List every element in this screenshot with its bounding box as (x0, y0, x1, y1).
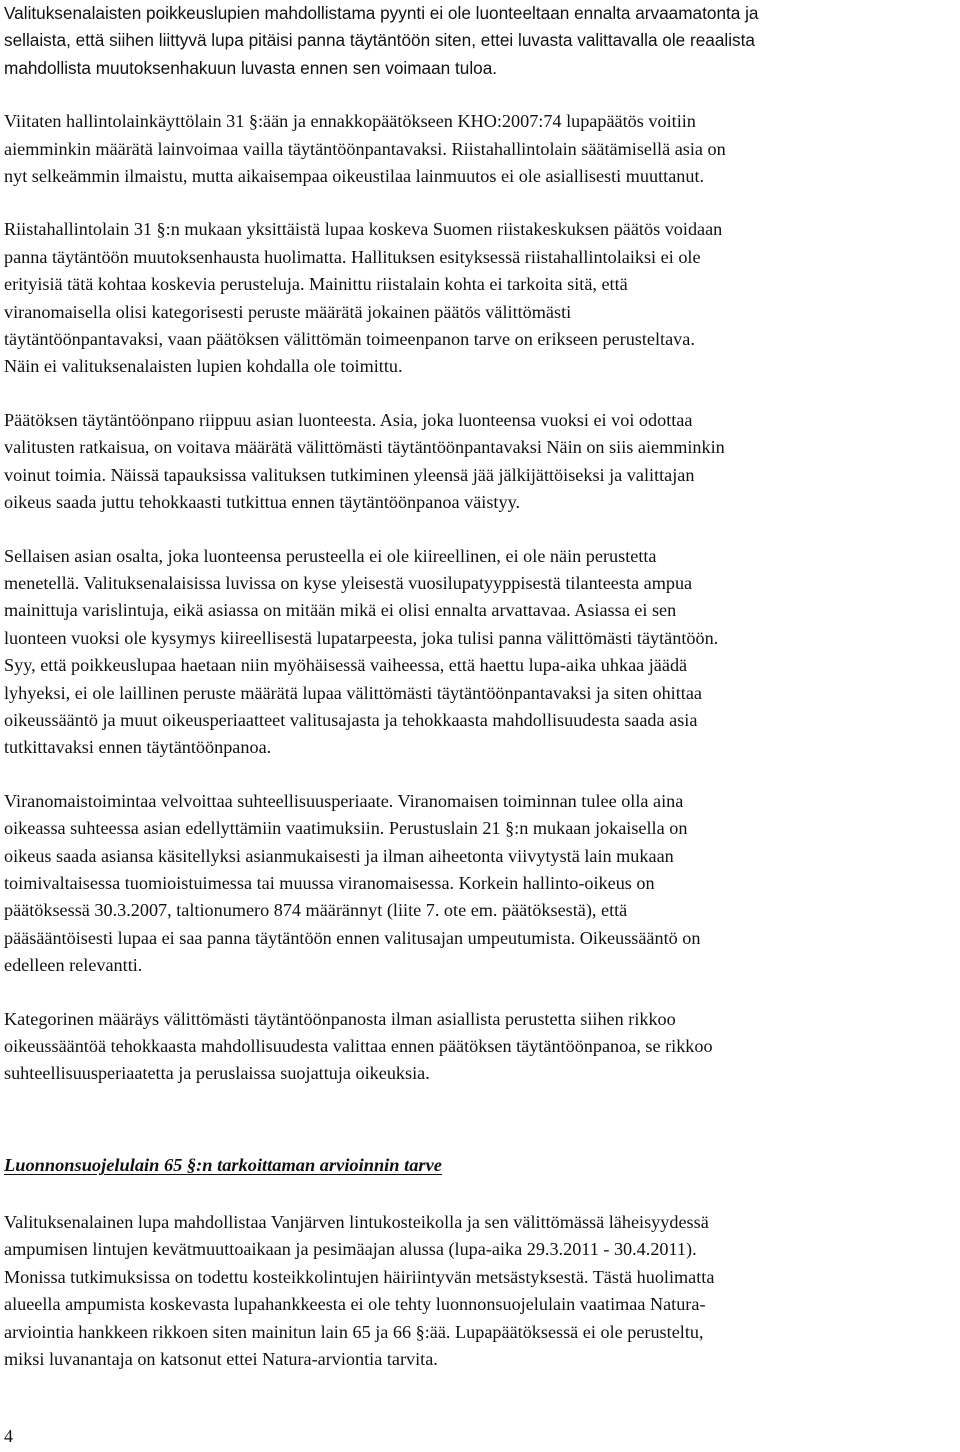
page-number: 4 (4, 1426, 13, 1446)
document-body (4, 0, 956, 1088)
text-line: oikeassa suhteessa asian edellyttämiin vaatimuksiin. Perustuslain 21 §:n mukaan jokaisella on (4, 818, 688, 839)
paragraph (4, 1006, 956, 1088)
text-line: nyt selkeämmin ilmaistu, mutta aikaisempaa oikeustilaa lainmuutos ei ole asiallisesti muuttanut. (4, 166, 705, 187)
section-paragraph (4, 1209, 956, 1373)
text-line: luonteen vuoksi ole kysymys kiireellisestä lupatarpeesta, joka tulisi panna välittömästi täytäntöön. (4, 627, 719, 648)
text-line: lyhyeksi, ei ole laillinen peruste määrätä lupaa välittömästi täytäntöönpantavaksi ja siten ohittaa (4, 682, 702, 703)
text-line: alueella ampumista koskevasta lupahankkeesta ei ole tehty luonnonsuojelulain vaatimaa Natura- (4, 1294, 706, 1315)
text-line: arviointia hankkeen rikkoen siten mainitun lain 65 ja 66 §:ää. Lupapäätöksessä ei ole perusteltu, (4, 1321, 704, 1342)
text-line: ampumisen lintujen kevätmuuttoaikaan ja pesimäajan alussa (lupa-aika 29.3.2011 - 30.4.2011). (4, 1239, 697, 1260)
text-line: Viranomaistoimintaa velvoittaa suhteellisuusperiaate. Viranomaisen toiminnan tulee olla aina (4, 790, 684, 811)
text-line: mainittuja varislintuja, eikä asiassa on mitään mikä ei olisi ennalta arvattavaa. Asiassa ei sen (4, 600, 677, 621)
text-line: Syy, että poikkeuslupaa haetaan niin myöhäisessä vaiheessa, että haettu lupa-aika uhkaa jäädä (4, 655, 688, 676)
text-line: erityisiä tätä kohtaa koskevia perusteluja. Mainittu riistalain kohta ei tarkoita sitä, että (4, 274, 628, 295)
paragraph (4, 543, 956, 762)
text-line: oikeus saada asiansa käsitellyksi asianmukaisesti ja ilman aiheetonta viivytystä lain mukaan (4, 845, 674, 866)
text-line: Valituksenalainen lupa mahdollistaa Vanjärven lintukosteikolla ja sen välittömässä läheisyydessä (4, 1212, 709, 1232)
paragraph (4, 108, 956, 190)
text-line: miksi luvanantaja on katsonut ettei Natura-arviontia tarvita. (4, 1349, 438, 1370)
text-line: Näin ei valituksenalaisten lupien kohdalla ole toimittu. (4, 356, 403, 377)
text-line: päätöksessä 30.3.2007, taltionumero 874 määrännyt (liite 7. ote em. päätöksestä), että (4, 900, 628, 921)
text-line: menetellä. Valituksenalaisissa luvissa on kyse yleisestä vuosilupatyyppisestä tilanteesta ampua (4, 572, 693, 593)
text-line: oikeussääntö ja muut oikeusperiaatteet valitusajasta ja tehokkaasta mahdollisuudesta saada asia (4, 709, 698, 730)
text-line: Riistahallintolain 31 §:n mukaan yksittäistä lupaa koskeva Suomen riistakeskuksen päätös voidaan (4, 219, 723, 240)
text-line: viranomaisella olisi kategorisesti peruste määrätä jokainen päätös välittömästi (4, 301, 572, 322)
text-line: Päätöksen täytäntöönpano riippuu asian luonteesta. Asia, joka luonteensa vuoksi ei voi odottaa (4, 409, 693, 430)
paragraph (4, 407, 956, 517)
text-line: tutkittavaksi ennen täytäntöönpanoa. (4, 737, 272, 758)
text-line: voinut toimia. Näissä tapauksissa valituksen tutkiminen yleensä jää jälkijättöiseksi ja valittajan (4, 464, 695, 485)
text-line: valitusten ratkaisua, on voitava määrätä välittömästi täytäntöönpantavaksi Näin on siis aiemminkin (4, 437, 725, 458)
text-line: mahdollista muutoksenhakuun luvasta ennen sen voimaan tuloa. (4, 57, 498, 78)
text-line: Kategorinen määräys välittömästi täytäntöönpanosta ilman asiallista perustetta siihen rikkoo (4, 1008, 676, 1029)
text-line: suhteellisuusperiaatetta ja peruslaissa suojattuja oikeuksia. (4, 1063, 430, 1084)
text-line: täytäntöönpantavaksi, vaan päätöksen välittömän toimeenpanon tarve on erikseen perusteltava. (4, 329, 695, 350)
section-heading: Luonnonsuojelulain 65 §:n tarkoittaman arvioinnin tarve (4, 1155, 442, 1175)
text-line: oikeus saada juttu tehokkaasti tutkittua ennen täytäntöönpanoa väistyy. (4, 492, 521, 513)
paragraph (4, 0, 956, 82)
text-line: Valituksenalaisten poikkeuslupien mahdollistama pyynti ei ole luonteeltaan ennalta arvaamatonta ja (4, 3, 759, 23)
paragraph (4, 216, 956, 380)
text-line: toimivaltaisessa tuomioistuimessa tai muussa viranomaisessa. Korkein hallinto-oikeus on (4, 872, 655, 893)
text-line: oikeussääntöä tehokkaasta mahdollisuudesta valittaa ennen päätöksen täytäntöönpanoa, se rikkoo (4, 1036, 713, 1056)
text-line: edelleen relevantti. (4, 955, 143, 976)
text-line: aiemminkin määrätä lainvoimaa vailla täytäntöönpantavaksi. Riistahallintolain säätämisellä asia on (4, 138, 726, 159)
text-line: Sellaisen asian osalta, joka luonteensa perusteella ei ole kiireellinen, ei ole näin perustetta (4, 545, 657, 566)
text-line: panna täytäntöön muutoksenhausta huolimatta. Hallituksen esityksessä riistahallintolaiksi ei ole (4, 246, 701, 267)
text-line: sellaista, että siihen liittyvä lupa pitäisi panna täytäntöön siten, ettei luvasta valittavalla ole reaalista (4, 30, 755, 51)
paragraph (4, 788, 956, 980)
text-line: pääsääntöisesti lupaa ei saa panna täytäntöön ennen valitusajan umpeutumista. Oikeussääntö on (4, 927, 701, 948)
text-line: Viitaten hallintolainkäyttölain 31 §:ään ja ennakkopäätökseen KHO:2007:74 lupapäätös voitiin (4, 111, 696, 132)
text-line: Monissa tutkimuksissa on todettu kosteikkolintujen häiriintyvän metsästyksestä. Tästä huolimatta (4, 1266, 715, 1287)
